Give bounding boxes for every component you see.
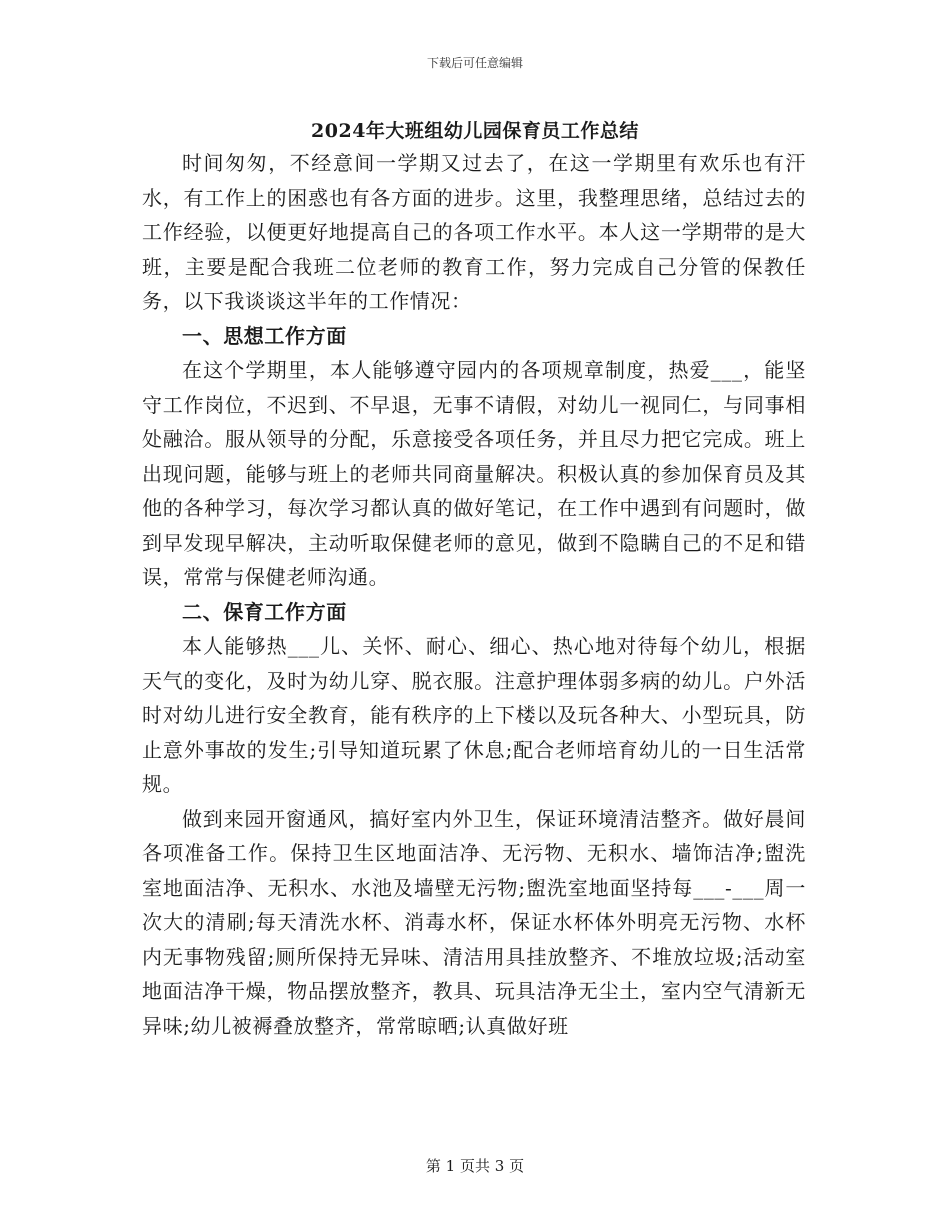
- section-heading-ideology: 一、思想工作方面: [182, 323, 347, 348]
- document-title: 2024年大班组幼儿园保育员工作总结: [311, 120, 639, 142]
- care-paragraph: 本人能够热___儿、关怀、耐心、细心、热心地对待每个幼儿，根据天气的变化，及时为幼儿穿、脱衣服。注意护理体弱多病的幼儿。户外活时对幼儿进行安全教育，能有秩序的上下楼以及玩各种大、小型玩具，防止意外事故的发生;引导知道玩累了休息;配合老师培育幼儿的一日生活常规。: [142, 634, 806, 796]
- hygiene-paragraph: 做到来园开窗通风，搞好室内外卫生，保证环境清洁整齐。做好晨间各项准备工作。保持卫生区地面洁净、无污物、无积水、墙饰洁净;盥洗室地面洁净、无积水、水池及墙壁无污物;盥洗室地面坚持每___-___周一次大的清刷;每天清洗水杯、消毒水杯，保证水杯体外明亮无污物、水杯内无事物残留;厕所保持无异味、清洁用具挂放整齐、不堆放垃圾;活动室地面洁净干燥，物品摆放整齐，教具、玩具洁净无尘土，室内空气清新无异味;幼儿被褥叠放整齐，常常晾晒;认真做好班: [142, 806, 806, 1038]
- intro-paragraph: 时间匆匆，不经意间一学期又过去了，在这一学期里有欢乐也有汗水，有工作上的困惑也有各方面的进步。这里，我整理思绪，总结过去的工作经验，以便更好地提高自己的各项工作水平。本人这一学期带的是大班，主要是配合我班二位老师的教育工作，努力完成自己分管的保教任务，以下我谈谈这半年的工作情况：: [142, 151, 806, 313]
- document-body: [142, 146, 806, 1043]
- page-number: 第 1 页共 3 页: [425, 1157, 525, 1175]
- section-heading-care: 二、保育工作方面: [182, 599, 347, 624]
- header-note: 下载后可任意编辑: [426, 56, 523, 70]
- ideology-paragraph: 在这个学期里，本人能够遵守园内的各项规章制度，热爱___，能坚守工作岗位，不迟到、不早退，无事不请假，对幼儿一视同仁，与同事相处融洽。服从领导的分配，乐意接受各项任务，并且尽力把它完成。班上出现问题，能够与班上的老师共同商量解决。积极认真的参加保育员及其他的各种学习，每次学习都认真的做好笔记，在工作中遇到有问题时，做到早发现早解决，主动听取保健老师的意见，做到不隐瞒自己的不足和错误，常常与保健老师沟通。: [142, 358, 806, 589]
